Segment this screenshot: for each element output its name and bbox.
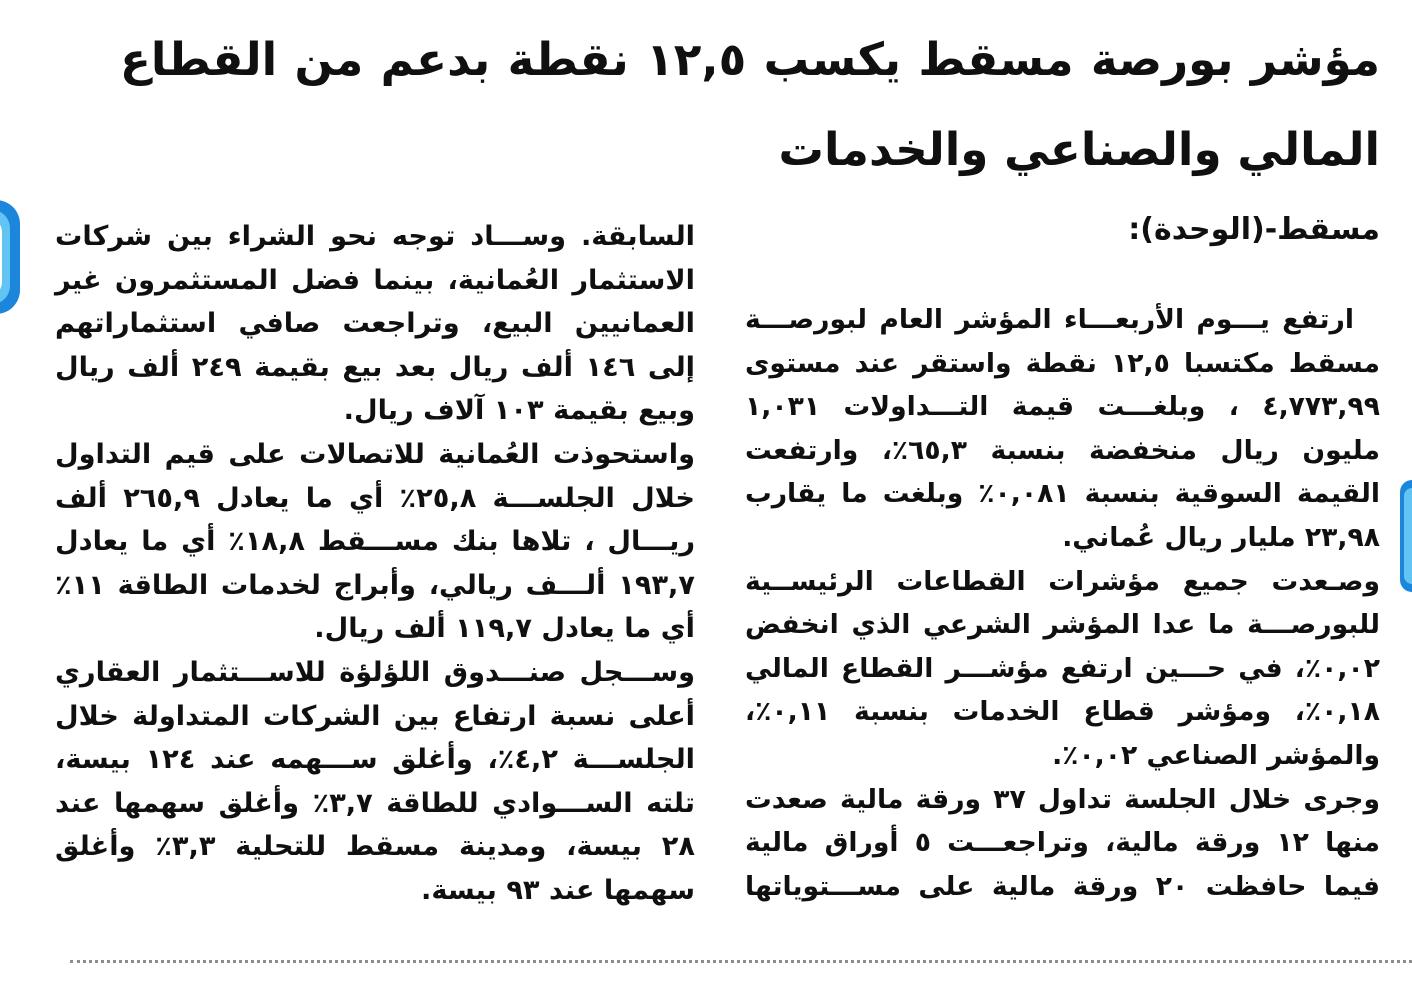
left-column (55, 215, 695, 913)
right-column-line-07: وصـعدت جميع مؤشرات القطاعات الرئيســية (745, 565, 1380, 597)
dateline: مسقط-(الوحدة): (1128, 212, 1380, 247)
right-column-line-03: ٤,٧٧٣,٩٩ ، وبلغـــت قيمة التـــداولات ١,٠٣١ (745, 391, 1380, 423)
right-column-line-06: ٢٣,٩٨ مليار ريال عُماني. (1062, 521, 1380, 553)
left-column-line-02: الاستثمار العُمانية، بينما فضل المستثمرون غير (55, 264, 695, 296)
right-column-line-12: وجرى خلال الجلسة تداول ٣٧ ورقة مالية صعدت (745, 783, 1380, 815)
left-column-line-03: العمانيين البيع، وتراجعت صافي استثماراتهم (55, 308, 695, 340)
right-column-line-14: فيما حافظت ٢٠ ورقة مالية على مســـتوياتها (745, 870, 1381, 902)
left-column-line-09: ١٩٣,٧ ألـــف ريالي، وأبراج لخدمات الطاقة ١١٪ (55, 569, 695, 601)
headline-line-1: مؤشر بورصة مسقط يكسب ١٢,٥ نقطة بدعم من القطاع (120, 33, 1380, 86)
bottom-dotted-divider (70, 960, 1412, 963)
left-column-line-12: أعلى نسبة ارتفاع بين الشركات المتداولة خلال (55, 700, 695, 732)
left-column-line-04: إلى ١٤٦ ألف ريال بعد بيع بقيمة ٢٤٩ ألف ريال (55, 351, 695, 383)
right-column-line-02: مسقط مكتسبا ١٢,٥ نقطة واستقر عند مستوى (745, 347, 1381, 379)
left-column-line-01: السابقة. وســـاد توجه نحو الشراء بين شركات (55, 221, 695, 252)
headline-line-2: المالي والصناعي والخدمات (778, 123, 1380, 176)
left-column-line-15: ٢٨ بيسة، ومدينة مسقط للتحلية ٣,٣٪ وأغلق (55, 831, 696, 863)
left-edge-blue-graphic-inner (0, 210, 10, 304)
left-column-line-05: وبيع بقيمة ١٠٣ آلاف ريال. (343, 395, 695, 427)
right-column-line-05: القيمة السوقية بنسبة ٠,٠٨١٪ وبلغت ما يقارب (745, 478, 1380, 510)
right-column-line-11: والمؤشر الصناعي ٠,٠٢٪. (1052, 739, 1380, 771)
right-column-line-09: ٠,٠٢٪، في حـــين ارتفع مؤشـــر القطاع المالي (745, 652, 1380, 684)
right-edge-blue-graphic-inner (1404, 488, 1412, 584)
right-column-line-10: ٠,١٨٪، ومؤشر قطاع الخدمات بنسبة ٠,١١٪، (745, 696, 1380, 728)
left-column-line-16: سهمها عند ٩٣ بيسة. (421, 874, 695, 906)
left-column-line-08: ريـــال ، تلاها بنك مســـقط ١٨,٨٪ أي ما يعادل (55, 526, 695, 558)
right-edge-blue-graphic (1400, 480, 1412, 592)
left-column-line-14: تلته الســـوادي للطاقة ٣,٧٪ وأغلق سهمها عند (55, 787, 695, 819)
left-edge-blue-graphic-core (0, 218, 2, 296)
right-column-line-13: منها ١٢ ورقة مالية، وتراجعـــت ٥ أوراق مالية (745, 827, 1380, 859)
left-column-line-07: خلال الجلســـة ٢٥,٨٪ أي ما يعادل ٢٦٥,٩ ألف (55, 482, 695, 514)
left-column-line-10: أي ما يعادل ١١٩,٧ ألف ريال. (314, 613, 695, 645)
left-edge-blue-graphic (0, 200, 20, 314)
left-column-line-13: الجلســـة ٤,٢٪، وأغلق ســـهمه عند ١٢٤ بيسة، (55, 744, 696, 776)
right-column (745, 298, 1380, 908)
left-column-line-06: واستحوذت العُمانية للاتصالات على قيم التداول (55, 438, 695, 470)
right-column-line-04: مليون ريال منخفضة بنسبة ٦٥,٣٪، وارتفعت (745, 434, 1380, 466)
right-column-line-01: ارتفع يـــوم الأربعـــاء المؤشر العام لبورصـــة (745, 304, 1354, 335)
right-column-line-08: للبورصـــة ما عدا المؤشر الشرعي الذي انخفض (745, 609, 1380, 641)
left-column-line-11: وســـجل صنـــدوق اللؤلؤة للاســـتثمار العقاري (55, 656, 695, 688)
